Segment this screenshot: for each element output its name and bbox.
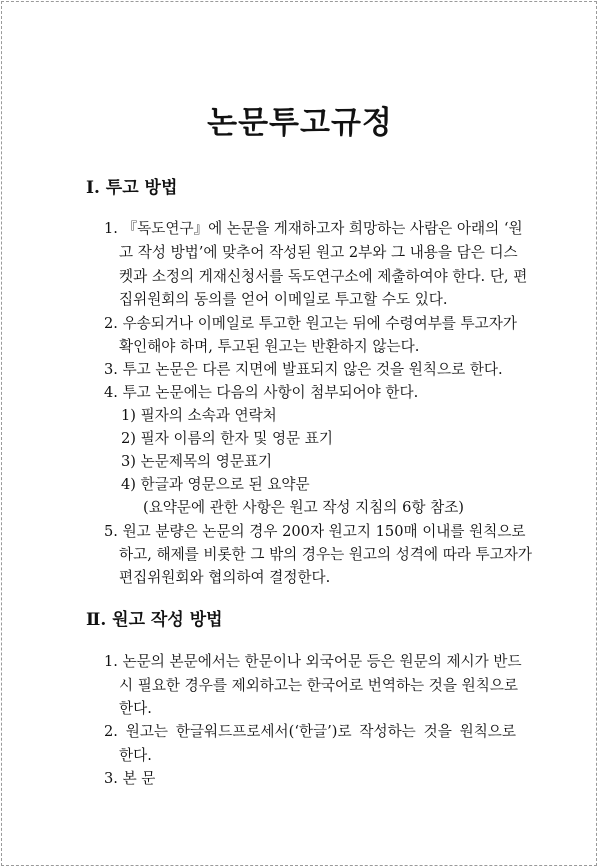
item-1-line-3: 켓과 소정의 게재신청서를 독도연구소에 제출하여야 한다. 단, 편: [119, 268, 528, 285]
item-2-line-1: 2. 우송되거나 이메일로 투고한 원고는 뒤에 수령여부를 투고자가: [104, 315, 517, 332]
item-II-1-line-3: 한다.: [119, 700, 152, 717]
item-II-3-line-1: 3. 본 문: [104, 770, 156, 787]
sub-item-2: 2) 필자 이름의 한자 및 영문 표기: [121, 430, 333, 447]
page-title: 논문투고규정: [207, 105, 393, 141]
item-4-line-1: 4. 투고 논문에는 다음의 사항이 첨부되어야 한다.: [104, 384, 419, 401]
item-5-line-1: 5. 원고 분량은 논문의 경우 200자 원고지 150매 이내를 원칙으로: [104, 523, 526, 540]
sub-item-4: 4) 한글과 영문으로 된 요약문: [121, 476, 310, 493]
sub-item-3: 3) 논문제목의 영문표기: [121, 453, 273, 470]
item-II-1-line-2: 시 필요한 경우를 제외하고는 한국어로 번역하는 것을 원칙으로: [119, 677, 519, 694]
item-1-line-4: 집위원회의 동의를 얻어 이메일로 투고할 수도 있다.: [119, 291, 448, 308]
item-5-line-2: 하고, 해제를 비롯한 그 밖의 경우는 원고의 성격에 따라 투고자가: [119, 546, 532, 563]
item-3-line-1: 3. 투고 논문은 다른 지면에 발표되지 않은 것을 원칙으로 한다.: [104, 361, 503, 378]
item-1-line-2: 고 작성 방법’에 맞추어 작성된 원고 2부와 그 내용을 담은 디스: [119, 244, 518, 261]
sub-item-1: 1) 필자의 소속과 연락처: [121, 407, 277, 424]
item-II-2-line-1: 2. 원고는 한글워드프로세서(‘한글’)로 작성하는 것을 원칙으로: [104, 723, 516, 740]
sub-item-note: (요약문에 관한 사항은 원고 작성 지침의 6항 참조): [143, 499, 465, 516]
item-II-1-line-1: 1. 논문의 본문에서는 한문이나 외국어문 등은 원문의 제시가 반드: [104, 653, 522, 670]
section-heading-2: Ⅱ. 원고 작성 방법: [86, 610, 223, 630]
item-1-line-1: 1. 『독도연구』에 논문을 게재하고자 희망하는 사람은 아래의 ‘원: [104, 220, 523, 237]
section-heading-1: Ⅰ. 투고 방법: [86, 178, 178, 198]
item-2-line-2: 확인해야 하며, 투고된 원고는 반환하지 않는다.: [119, 338, 420, 355]
item-5-line-3: 편집위원회와 협의하여 결정한다.: [119, 569, 331, 586]
item-II-2-line-2: 한다.: [119, 747, 152, 764]
